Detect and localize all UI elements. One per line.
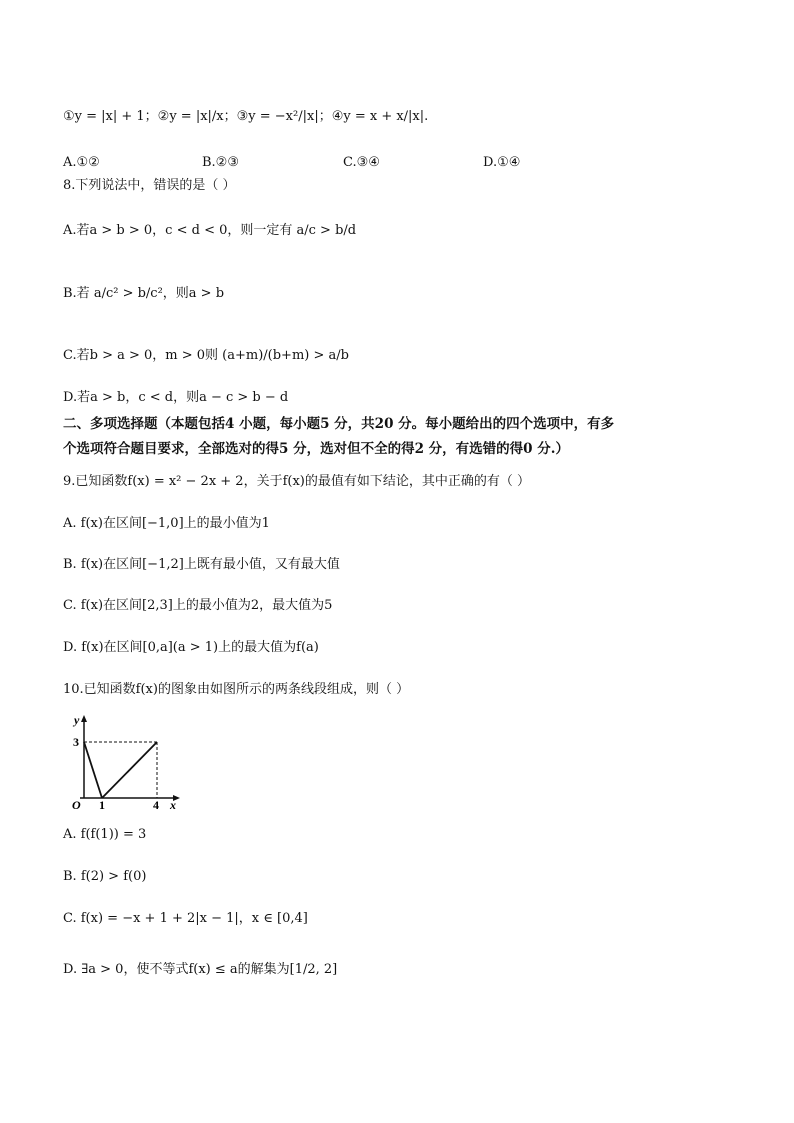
x-tick-4: 4	[153, 798, 159, 812]
prev-option-a: A.①②	[63, 155, 100, 170]
q10-option-a: A. f(f(1)) = 3	[63, 827, 147, 842]
x-label: x	[170, 798, 176, 812]
q9-option-d: D. f(x)在区间[0,a](a > 1)上的最大值为f(a)	[63, 640, 319, 655]
y-label: y	[74, 713, 80, 727]
q10-graph	[64, 712, 184, 812]
q8-option-a: A.若a > b > 0，c < d < 0，则一定有 a/c > b/d	[63, 223, 357, 238]
prev-option-d: D.①④	[483, 155, 521, 170]
q9-option-c: C. f(x)在区间[2,3]上的最小值为2，最大值为5	[63, 598, 333, 613]
x-tick-1: 1	[99, 798, 105, 812]
q10-option-b: B. f(2) > f(0)	[63, 869, 147, 884]
q9-stem: 9.已知函数f(x) = x² − 2x + 2，关于f(x)的最值有如下结论，其中正确的有（ ）	[63, 474, 530, 489]
q10-option-c: C. f(x) = −x + 1 + 2|x − 1|，x ∈ [0,4]	[63, 911, 308, 926]
q10-option-d: D. ∃a > 0，使不等式f(x) ≤ a的解集为[1/2, 2]	[63, 962, 338, 977]
prev-question-items	[63, 108, 428, 126]
q8-option-d: D.若a > b，c < d，则a − c > b − d	[63, 390, 289, 405]
q10-stem: 10.已知函数f(x)的图象由如图所示的两条线段组成，则（ ）	[63, 682, 410, 697]
y-tick-3: 3	[73, 735, 79, 749]
prev-option-b: B.②③	[202, 155, 239, 170]
segment-1	[84, 742, 102, 798]
section2-heading-line2: 个选项符合题目要求，全部选对的得5 分，选对但不全的得2 分，有选错的得0 分.）	[63, 441, 569, 457]
prev-option-c: C.③④	[343, 155, 380, 170]
section2-heading-line1: 二、多项选择题（本题包括4 小题，每小题5 分，共20 分。每小题给出的四个选项中，有多	[63, 416, 615, 432]
q9-option-a: A. f(x)在区间[−1,0]上的最小值为1	[63, 516, 270, 531]
segment-2	[102, 742, 157, 798]
origin-label: O	[72, 798, 81, 812]
q8-option-b: B.若 a/c² > b/c²，则a > b	[63, 286, 225, 301]
q8-stem: 8.下列说法中，错误的是（ ）	[63, 178, 236, 193]
q9-option-b: B. f(x)在区间[−1,2]上既有最小值，又有最大值	[63, 557, 340, 572]
q8-option-c: C.若b > a > 0，m > 0则 (a+m)/(b+m) > a/b	[63, 348, 349, 363]
prev-items-text: ①y = |x| + 1；②y = |x|/x；③y = −x²/|x|；④y = x + x/|x|.	[63, 109, 429, 124]
y-axis-arrow	[81, 715, 87, 722]
